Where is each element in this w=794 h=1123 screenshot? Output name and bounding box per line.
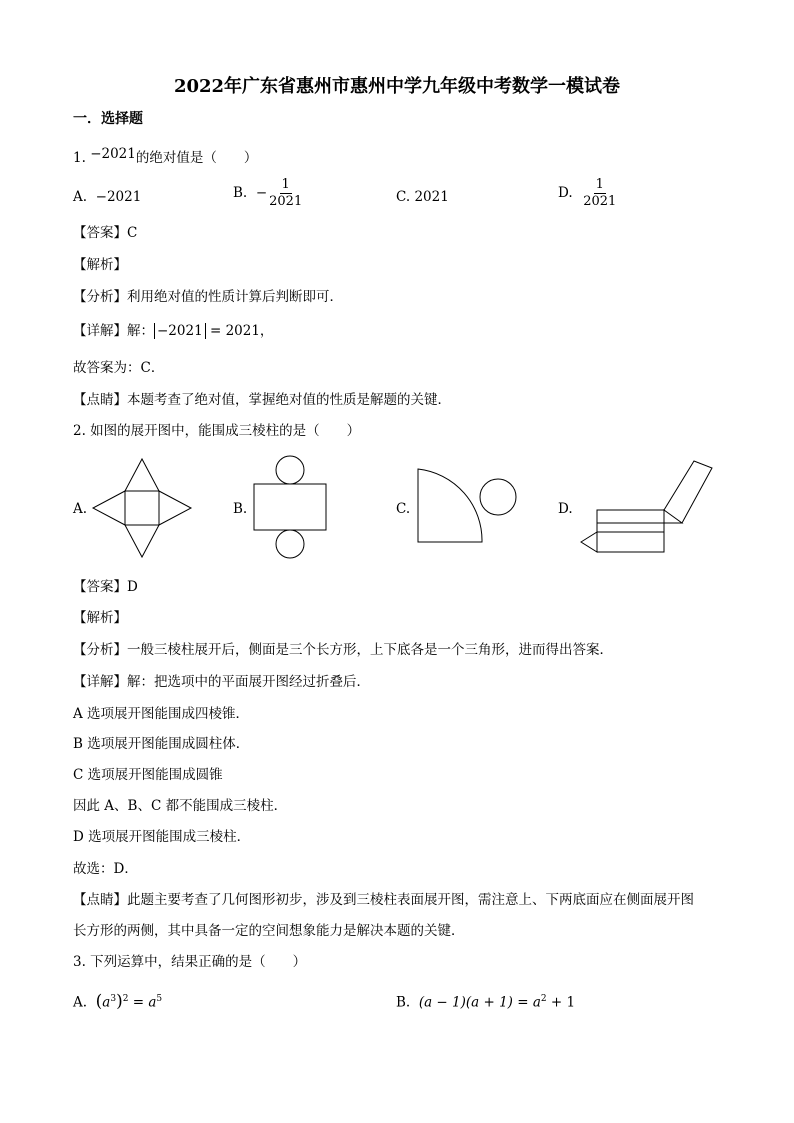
option-sign: − xyxy=(255,185,268,201)
q2-answer: 【答案】D xyxy=(73,579,138,595)
fraction-denominator: 2021 xyxy=(583,194,617,209)
q2-fenxi: 【分析】一般三棱柱展开后，侧面是三个长方形，上下底各是一个三角形，进而得出答案． xyxy=(73,642,613,658)
q1-option-a xyxy=(73,188,141,206)
expression-base: a xyxy=(102,994,111,1011)
expression-tail: + 1 xyxy=(546,994,576,1011)
option-label: B. xyxy=(233,185,248,201)
section-heading: 一．选择题 xyxy=(73,111,143,127)
q1-option-c xyxy=(396,188,449,206)
q3-option-a: A. $(a^3)^2 = a^5$ xyxy=(73,991,163,1012)
q1-stem xyxy=(73,146,258,167)
exponent: 2 xyxy=(540,994,547,1004)
q2-line-c: C 选项展开图能围成圆锥 xyxy=(73,767,223,783)
equals-sign: = xyxy=(132,994,145,1011)
option-label: A. xyxy=(73,189,88,205)
outer-exponent: 2 xyxy=(122,994,129,1004)
result-exponent: 5 xyxy=(156,994,163,1004)
q2-line-summary: 因此 A、B、C 都不能围成三棱柱． xyxy=(73,798,288,814)
q3-option-b xyxy=(396,990,575,1012)
xiangjie-lead: 【详解】解： xyxy=(73,323,154,339)
option-label: C. xyxy=(396,189,411,205)
q2-label-a: A. xyxy=(73,501,88,517)
q1-fenxi: 【分析】利用绝对值的性质计算后判断即可． xyxy=(73,289,343,305)
q1-stem-number: −2021 xyxy=(90,146,136,162)
q2-dianjing-line-2: 长方形的两侧，其中具备一定的空间想象能力是解决本题的关键． xyxy=(73,923,465,939)
q1-xiangjie xyxy=(73,322,273,340)
q1-conclusion: 故答案为：C． xyxy=(73,360,165,376)
q1-stem-text: 的绝对值是（ ） xyxy=(135,150,258,166)
option-value: −2021 xyxy=(95,189,142,205)
page-title: 2022年广东省惠州市惠州中学九年级中考数学一模试卷 xyxy=(173,76,621,97)
cylinder-net-figure xyxy=(252,452,330,562)
square-pyramid-net-figure xyxy=(90,456,194,560)
q3-stem: 3. 下列运算中，结果正确的是（ ） xyxy=(73,954,307,970)
q1-dianjing: 【点睛】本题考查了绝对值，掌握绝对值的性质是解题的关键． xyxy=(73,392,451,408)
xiangjie-result: = 2021， xyxy=(209,323,274,339)
expression: (a − 1)(a + 1) = a xyxy=(418,994,541,1011)
q2-dianjing-line-1: 【点睛】此题主要考查了几何图形初步，涉及到三棱柱表面展开图，需注意上、下两底面应在侧面展开图 xyxy=(73,892,694,908)
expression-result: a xyxy=(148,994,157,1011)
inner-exponent: 3 xyxy=(110,994,117,1004)
option-label: B. xyxy=(396,994,411,1011)
option-fraction xyxy=(581,178,618,209)
q2-line-d: D 选项展开图能围成三棱柱． xyxy=(73,829,251,845)
q2-xiangjie: 【详解】解：把选项中的平面展开图经过折叠后． xyxy=(73,674,370,690)
option-fraction xyxy=(267,178,304,209)
q1-option-b xyxy=(233,178,304,209)
q1-analysis-heading: 【解析】 xyxy=(73,257,127,273)
q2-label-b: B. xyxy=(233,501,248,517)
fraction-numerator: 1 xyxy=(595,177,604,192)
option-label: A. xyxy=(73,994,88,1011)
q2-stem: 2. 如图的展开图中，能围成三棱柱的是（ ） xyxy=(73,423,361,439)
q2-line-b: B 选项展开图能围成圆柱体． xyxy=(73,736,250,752)
q2-conclusion: 故选：D． xyxy=(73,861,138,877)
triangular-prism-net-figure xyxy=(578,458,718,558)
q2-label-c: C. xyxy=(396,501,411,517)
option-value: 2021 xyxy=(414,189,449,205)
q1-number: 1. xyxy=(73,150,86,166)
q2-analysis-heading: 【解析】 xyxy=(73,610,127,626)
cone-net-figure xyxy=(414,466,520,546)
absolute-value: −2021 xyxy=(154,323,206,339)
fraction-numerator: 1 xyxy=(281,177,290,192)
option-label: D. xyxy=(558,185,573,201)
fraction-denominator: 2021 xyxy=(269,194,303,209)
q2-label-d: D. xyxy=(558,501,573,517)
q1-answer: 【答案】C xyxy=(73,225,138,241)
q2-line-a: A 选项展开图能围成四棱锥． xyxy=(73,706,250,722)
q1-option-d xyxy=(558,178,618,209)
